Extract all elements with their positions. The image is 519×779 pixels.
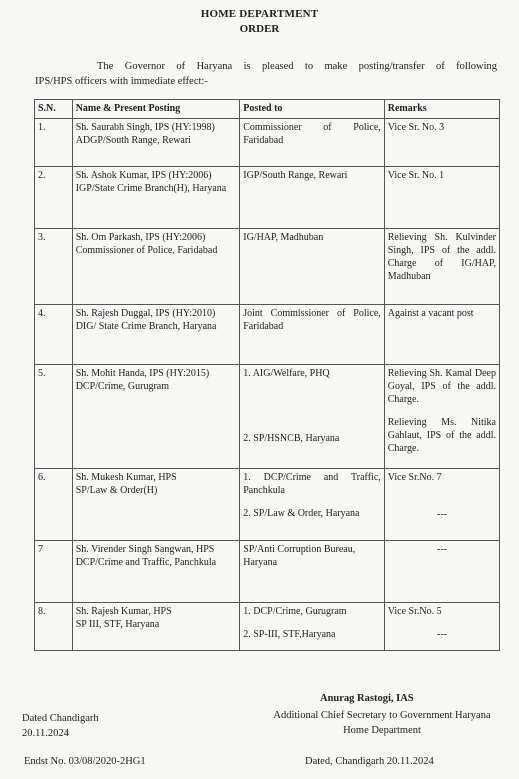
row-posted-to xyxy=(240,603,385,651)
present-posting: DCP/Crime, Gurugram xyxy=(75,381,170,392)
row-posted-to xyxy=(240,469,385,541)
posted-to-item: SP/Anti Corruption Bureau, Haryana xyxy=(243,544,356,568)
department-heading: HOME DEPARTMENT xyxy=(200,8,319,20)
officer-name: Sh. Saurabh Singh, IPS (HY:1998) xyxy=(75,122,215,133)
signatory-designation xyxy=(247,709,517,738)
row-sn: 4. xyxy=(35,305,73,365)
posted-to-item: 2. SP/HSNCB, Haryana xyxy=(243,433,340,444)
table-row xyxy=(35,365,500,469)
officer-name: Sh. Mohit Handa, IPS (HY:2015) xyxy=(75,368,210,379)
row-name-cell xyxy=(72,365,240,469)
officer-name: Sh. Ashok Kumar, IPS (HY:2006) xyxy=(75,170,212,181)
row-sn: 8. xyxy=(35,603,73,651)
row-sn: 2. xyxy=(35,167,73,229)
posted-to-item: 2. SP/Law & Order, Haryana xyxy=(243,508,360,519)
posted-to-item: 1. AIG/Welfare, PHQ xyxy=(243,368,330,379)
row-remarks xyxy=(384,469,499,541)
dated-place: Dated Chandigarh xyxy=(22,713,99,724)
remark-item: Against a vacant post xyxy=(387,308,474,319)
remark-item: --- xyxy=(436,544,447,555)
remark-item: Vice Sr. No. 3 xyxy=(387,122,445,133)
posted-to-item: IG/HAP, Madhuban xyxy=(243,232,324,243)
row-name-cell xyxy=(72,167,240,229)
table-row xyxy=(35,229,500,305)
present-posting: DCP/Crime and Traffic, Panchkula xyxy=(75,557,217,568)
row-sn: 5. xyxy=(35,365,73,469)
header-sn: S.N. xyxy=(35,100,73,119)
posted-to-item: 1. DCP/Crime, Gurugram xyxy=(243,606,347,617)
row-remarks xyxy=(384,229,499,305)
present-posting: IGP/State Crime Branch(H), Haryana xyxy=(75,183,227,194)
row-sn: 3. xyxy=(35,229,73,305)
officer-name: Sh. Mukesh Kumar, HPS xyxy=(75,472,177,483)
officer-name: Sh. Om Parkash, IPS (HY:2006) xyxy=(75,232,206,243)
row-name-cell xyxy=(72,119,240,167)
remark-item: Vice Sr.No. 5 xyxy=(387,606,442,617)
remark-item: Vice Sr. No. 1 xyxy=(387,170,445,181)
remark-item: Vice Sr.No. 7 xyxy=(387,472,442,483)
row-posted-to xyxy=(240,305,385,365)
intro-paragraph xyxy=(35,59,497,89)
row-posted-to xyxy=(240,229,385,305)
table-row xyxy=(35,469,500,541)
header-posted-to: Posted to xyxy=(240,100,385,119)
row-name-cell xyxy=(72,469,240,541)
designation-line-1: Additional Chief Secretary to Government Haryana xyxy=(273,710,491,721)
endorsement-date: Dated, Chandigarh 20.11.2024 xyxy=(305,756,434,767)
remark-item: Relieving Sh. Kulvinder Singh, IPS of the addl. Charge of IG/HAP, Madhuban xyxy=(387,232,496,282)
row-name-cell xyxy=(72,229,240,305)
row-posted-to xyxy=(240,167,385,229)
officer-name: Sh. Rajesh Kumar, HPS xyxy=(75,606,172,617)
present-posting: ADGP/South Range, Rewari xyxy=(75,135,191,146)
row-remarks xyxy=(384,305,499,365)
row-remarks xyxy=(384,119,499,167)
row-sn: 7 xyxy=(35,541,73,603)
posted-to-item: IGP/South Range, Rewari xyxy=(243,170,348,181)
row-name-cell xyxy=(72,305,240,365)
officer-name: Sh. Rajesh Duggal, IPS (HY:2010) xyxy=(75,308,216,319)
row-name-cell xyxy=(72,541,240,603)
posted-to-item: Commissioner of Police, Faridabad xyxy=(243,122,381,146)
posted-to-item: 1. DCP/Crime and Traffic, Panchkula xyxy=(243,472,381,496)
table-row xyxy=(35,541,500,603)
officer-name: Sh. Virender Singh Sangwan, HPS xyxy=(75,544,215,555)
table-row xyxy=(35,305,500,365)
row-posted-to xyxy=(240,541,385,603)
row-sn: 1. xyxy=(35,119,73,167)
row-name-cell xyxy=(72,603,240,651)
posting-table xyxy=(34,99,500,651)
row-remarks xyxy=(384,167,499,229)
present-posting: SP III, STF, Haryana xyxy=(75,619,160,630)
dated-date: 20.11.2024 xyxy=(22,728,69,740)
row-remarks xyxy=(384,365,499,469)
order-heading: ORDER xyxy=(239,23,280,35)
posted-to-item: Joint Commissioner of Police, Faridabad xyxy=(243,308,381,332)
present-posting: DIG/ State Crime Branch, Haryana xyxy=(75,321,217,332)
signatory-name: Anurag Rastogi, IAS xyxy=(320,693,414,704)
remark-item: --- xyxy=(436,629,447,640)
posted-to-item: 2. SP-III, STF,Haryana xyxy=(243,629,336,640)
row-sn: 6. xyxy=(35,469,73,541)
table-row xyxy=(35,119,500,167)
header-name: Name & Present Posting xyxy=(72,100,240,119)
present-posting: SP/Law & Order(H) xyxy=(75,485,158,496)
remark-item: Relieving Sh. Kamal Deep Goyal, IPS of the addl. Charge. xyxy=(387,368,496,405)
row-remarks xyxy=(384,541,499,603)
row-remarks xyxy=(384,603,499,651)
table-header-row xyxy=(35,100,500,119)
designation-line-2: Home Department xyxy=(343,724,421,736)
intro-line-2: IPS/HPS officers with immediate effect:- xyxy=(35,76,208,88)
endorsement-number: Endst No. 03/08/2020-2HG1 xyxy=(24,756,146,767)
row-posted-to xyxy=(240,119,385,167)
table-row xyxy=(35,603,500,651)
present-posting: Commissioner of Police, Faridabad xyxy=(75,245,218,256)
row-posted-to xyxy=(240,365,385,469)
table-row xyxy=(35,167,500,229)
intro-line-1: The Governor of Haryana is pleased to make posting/transfer of following xyxy=(97,61,497,72)
remark-item: --- xyxy=(436,509,447,520)
header-remarks: Remarks xyxy=(384,100,499,119)
remark-item: Relieving Ms. Nitika Gahlaut, IPS of the addl. Charge. xyxy=(387,417,496,454)
dated-block xyxy=(22,711,99,741)
